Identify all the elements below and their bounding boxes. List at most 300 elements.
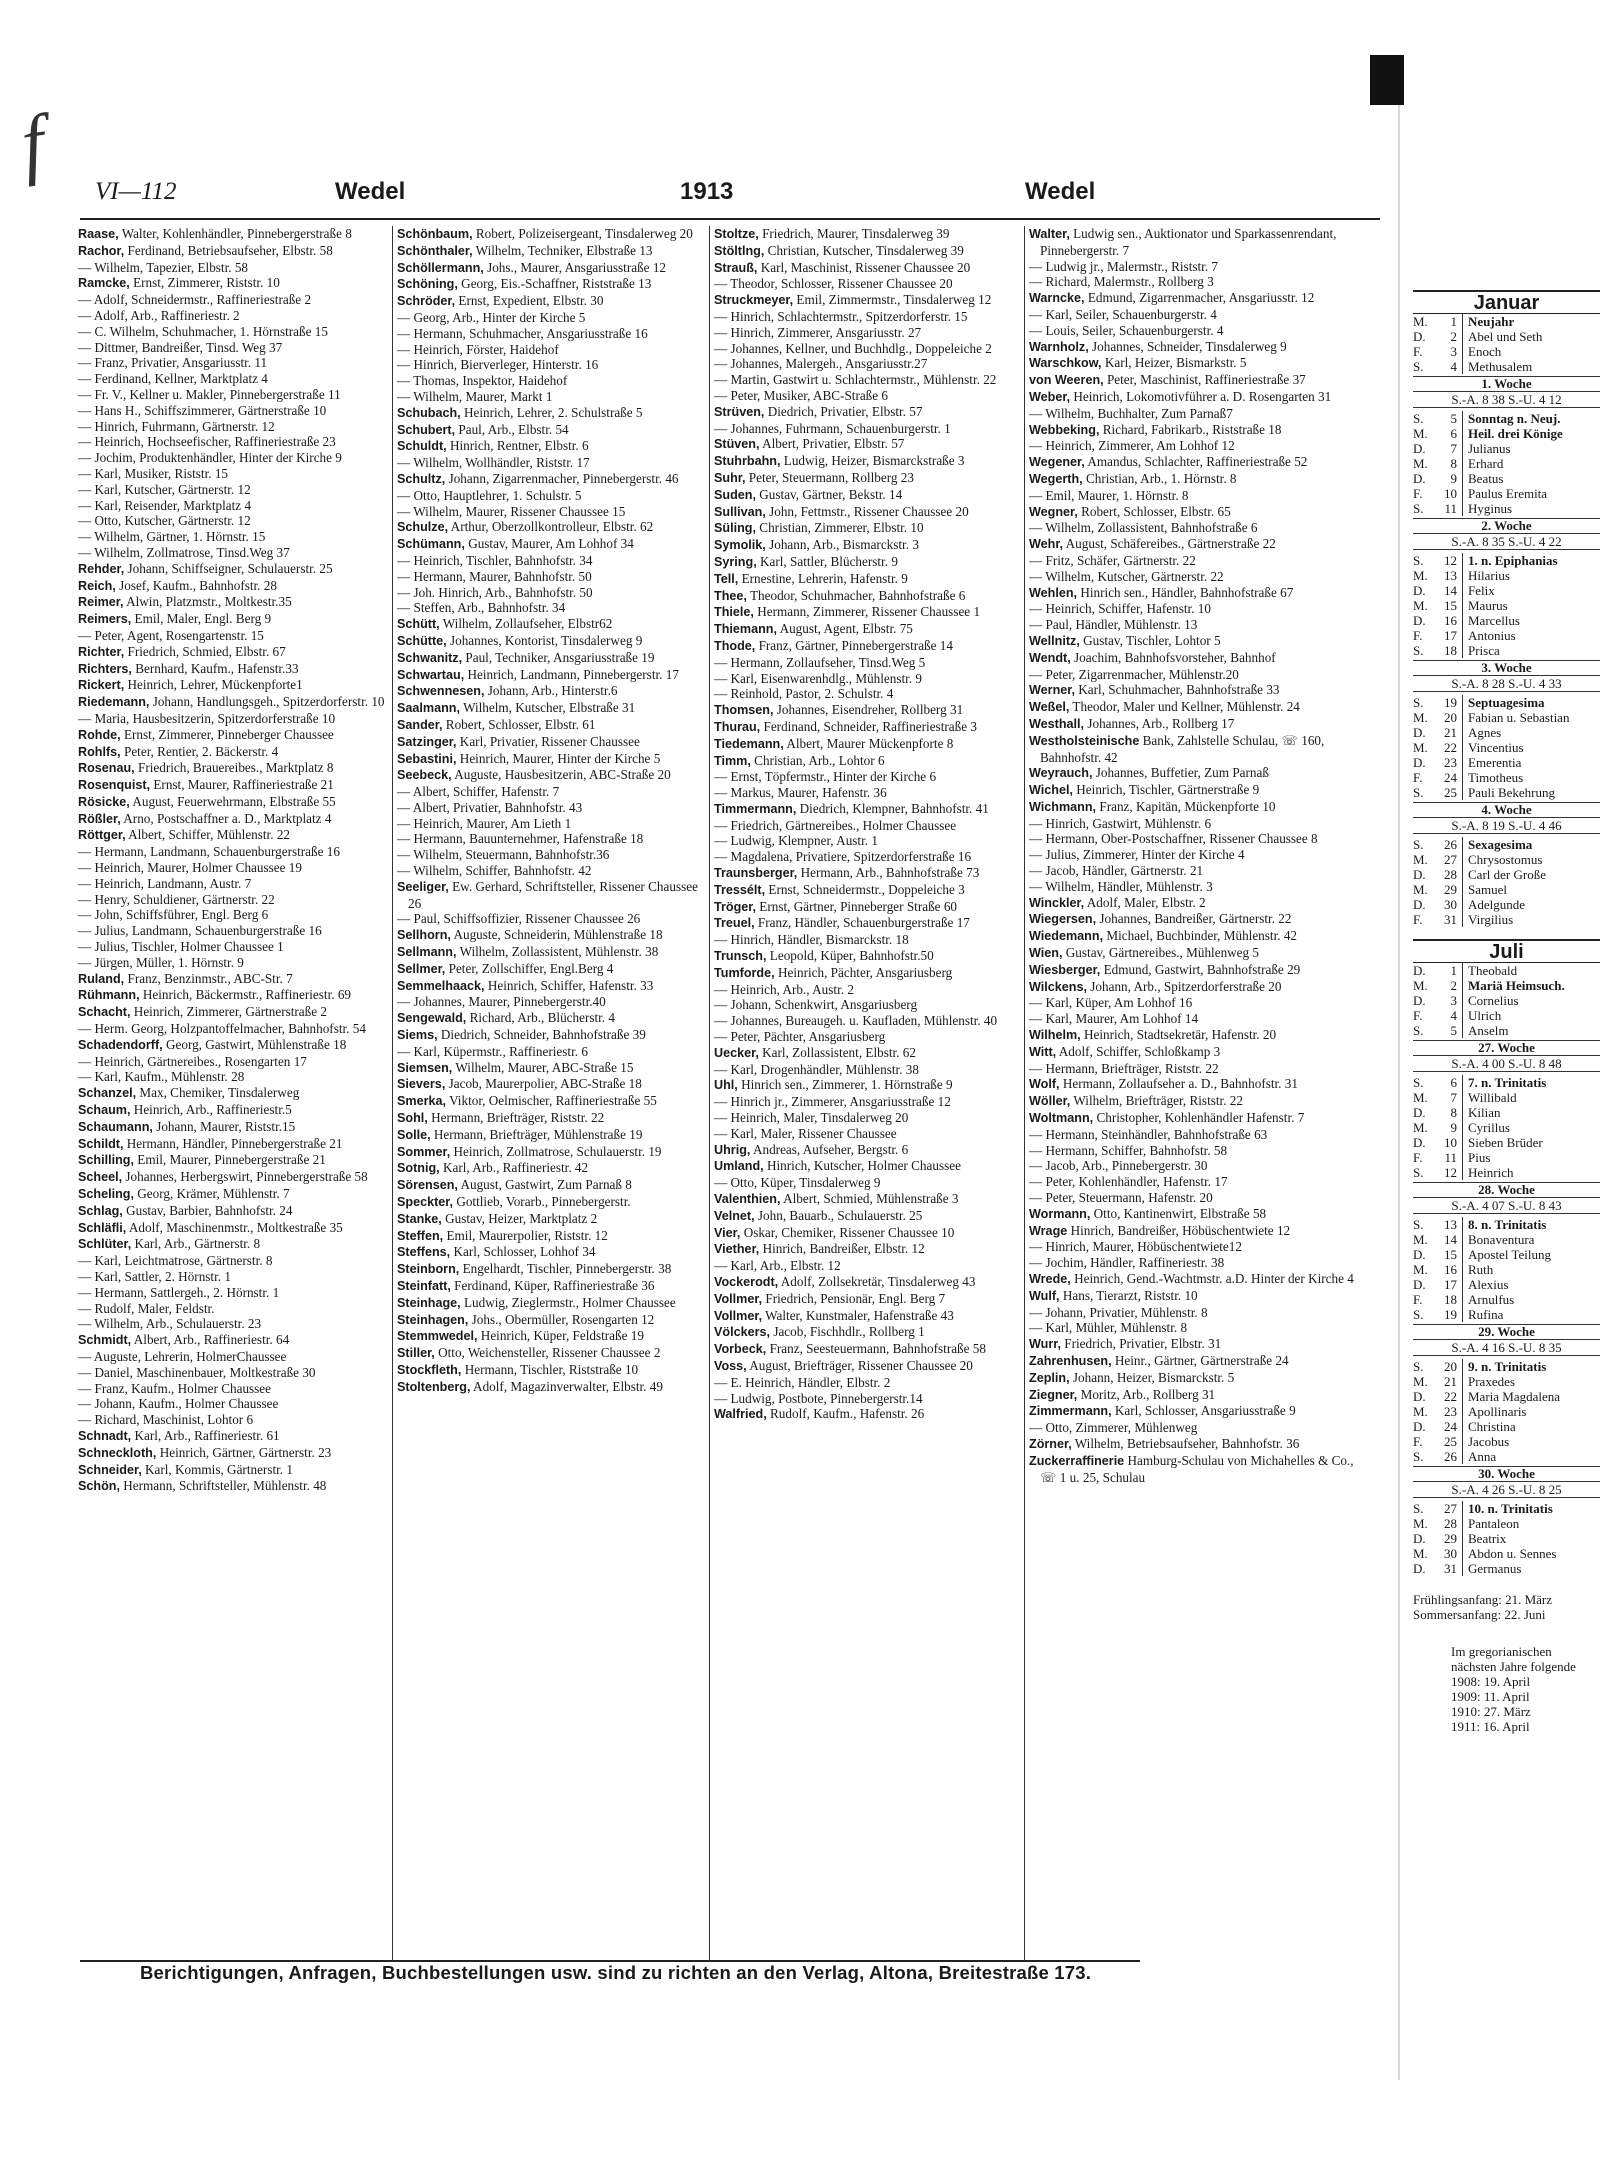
directory-entry — [397, 1261, 707, 1278]
entry-surname: Rösicke, — [78, 794, 130, 809]
calendar-day-row — [1413, 1449, 1600, 1464]
entry-surname: Stöltlng, — [714, 243, 765, 258]
entry-details: — Karl, Sattler, 2. Hörnstr. 1 — [78, 1269, 231, 1284]
calendar-saint-name: Heinrich — [1468, 1165, 1514, 1180]
directory-entry — [1029, 1271, 1369, 1288]
entry-details: Paul, Arb., Elbstr. 54 — [458, 421, 569, 437]
entry-details: — Otto, Zimmerer, Mühlenweg — [1029, 1420, 1198, 1436]
directory-entry — [397, 226, 707, 243]
entry-surname: Sengewald, — [397, 1011, 467, 1026]
entry-details: — Wilhelm, Buchhalter, Zum Parnaß7 — [1029, 405, 1233, 421]
entry-surname: Richters, — [78, 661, 132, 676]
entry-surname: Wehlen, — [1029, 585, 1078, 600]
directory-entry — [1029, 895, 1369, 912]
calendar-weekday: F. — [1413, 486, 1423, 501]
directory-entry — [78, 644, 388, 661]
entry-details: — Wilhelm, Zollmatrose, Tinsd.Weg 37 — [78, 544, 290, 560]
entry-details: Wilhelm, Zollaufseher, Elbstr62 — [442, 616, 613, 632]
calendar-weekday: D. — [1413, 1105, 1426, 1120]
entry-details: Johannes, Buffetier, Zum Parnaß — [1095, 765, 1269, 781]
entry-details: — Heinrich, Maler, Tinsdalerweg 20 — [714, 1110, 909, 1126]
directory-entry — [397, 767, 707, 784]
calendar-day-row — [1413, 1247, 1600, 1262]
entry-surname: Schütte, — [397, 633, 447, 648]
season-note: Frühlingsanfang: 21. März — [1413, 1592, 1553, 1607]
entry-surname: Solle, — [397, 1127, 431, 1142]
entry-surname: Wellnitz, — [1029, 633, 1080, 648]
directory-entry — [714, 932, 1024, 948]
directory-entry — [1029, 1076, 1369, 1093]
entry-surname: Schümann, — [397, 537, 465, 552]
entry-details: — Julius, Landmann, Schauenburgerstraße 16 — [78, 923, 322, 939]
directory-entry — [1029, 1223, 1369, 1240]
entry-details: Robert, Polizeisergeant, Tinsdalerweg 20 — [475, 226, 693, 241]
calendar-day-row — [1413, 837, 1600, 852]
entry-surname: von Weeren, — [1029, 373, 1104, 388]
entry-details: — Julius, Tischler, Holmer Chaussee 1 — [78, 939, 284, 955]
directory-entry — [1029, 569, 1369, 585]
entry-surname: Steffens, — [397, 1245, 451, 1260]
entry-surname: Struckmeyer, — [714, 293, 794, 308]
entry-details: Adolf, Maschinenmstr., Moltkestraße 35 — [128, 1219, 343, 1235]
directory-entry — [1029, 520, 1369, 536]
directory-entry — [78, 827, 388, 844]
calendar-sun-times: S.-A. 4 16 S.-U. 8 35 — [1413, 1340, 1600, 1356]
directory-entry — [397, 751, 707, 768]
calendar-weekday: M. — [1413, 1232, 1428, 1247]
entry-surname: Schubach, — [397, 405, 461, 420]
entry-surname: Schöllermann, — [397, 260, 484, 275]
entry-details: Gustav, Barbier, Bahnhofstr. 24 — [126, 1202, 293, 1218]
entry-surname: Schuldt, — [397, 439, 447, 454]
entry-surname: Wichmann, — [1029, 799, 1097, 814]
calendar-saint-name: Agnes — [1468, 725, 1502, 740]
entry-surname: Richter, — [78, 644, 125, 659]
calendar-month-title: Juli — [1413, 939, 1600, 963]
entry-details: Wilhelm, Maurer, ABC-Straße 15 — [455, 1059, 634, 1075]
calendar-weekday: S. — [1413, 695, 1424, 710]
directory-entry — [1029, 1061, 1369, 1077]
entry-details: — Hinrich, Händler, Bismarckstr. 18 — [714, 932, 909, 948]
calendar-date: 3 — [1439, 344, 1463, 359]
entry-details: Albert, Schmied, Mühlenstraße 3 — [783, 1191, 959, 1207]
calendar-day-row — [1413, 1165, 1600, 1180]
calendar-weekday: D. — [1413, 441, 1426, 456]
directory-entry — [1029, 274, 1369, 290]
directory-entry — [78, 860, 388, 876]
directory-entry — [714, 372, 1024, 388]
entry-details: — Karl, Küper, Am Lohhof 16 — [1029, 995, 1193, 1011]
directory-entry — [714, 997, 1024, 1013]
calendar-date: 18 — [1439, 643, 1463, 658]
directory-entry — [78, 308, 388, 324]
entry-details: Friedrich, Schmied, Elbstr. 67 — [127, 643, 286, 659]
entry-surname: Tröger, — [714, 899, 756, 914]
directory-entry — [78, 744, 388, 761]
entry-surname: Ziegner, — [1029, 1387, 1078, 1402]
entry-details: Ew. Gerhard, Schriftsteller, Rissener Chaussee 26 — [408, 878, 698, 911]
calendar-date: 26 — [1439, 1449, 1463, 1464]
entry-details: — Heinrich, Zimmerer, Am Lohhof 12 — [1029, 438, 1235, 454]
calendar-day-row — [1413, 1531, 1600, 1546]
entry-details: — Otto, Küper, Tinsdalerweg 9 — [714, 1175, 881, 1191]
directory-entry — [78, 292, 388, 308]
directory-entry — [397, 863, 707, 879]
calendar-day-row — [1413, 1075, 1600, 1090]
entry-details: — Martin, Gastwirt u. Schlachtermstr., Mühlenstr. 22 — [714, 372, 997, 388]
entry-details: — Adolf, Schneidermstr., Raffineriestraße 2 — [78, 292, 312, 308]
directory-entry — [397, 1295, 707, 1312]
directory-entry — [1029, 863, 1369, 879]
directory-entry — [714, 504, 1024, 521]
entry-details: — Wilhelm, Wollhändler, Riststr. 17 — [397, 455, 590, 471]
directory-entry — [714, 686, 1024, 702]
directory-entry — [78, 1037, 388, 1054]
calendar-day-row — [1413, 852, 1600, 867]
entry-surname: Steinfatt, — [397, 1279, 451, 1293]
calendar-weekday: M. — [1413, 314, 1428, 329]
calendar-weekday: S. — [1413, 785, 1424, 800]
directory-entry — [714, 341, 1024, 357]
calendar-saint-name: Anna — [1468, 1449, 1497, 1464]
entry-details: Georg, Eis.-Schaffner, Riststraße 13 — [461, 276, 652, 292]
directory-entry — [397, 1228, 707, 1245]
entry-surname: Walfried, — [714, 1407, 767, 1422]
directory-entry — [78, 1069, 388, 1085]
calendar-date: 24 — [1439, 770, 1463, 785]
directory-entry — [78, 578, 388, 595]
entry-details: August, Agent, Elbstr. 75 — [779, 621, 913, 637]
calendar-weekday: D. — [1413, 725, 1426, 740]
directory-entry — [714, 1110, 1024, 1126]
entry-surname: Schöning, — [397, 277, 458, 292]
calendar-date: 6 — [1439, 426, 1463, 441]
directory-entry — [78, 1396, 388, 1412]
directory-entry — [78, 1102, 388, 1119]
entry-details: Wilhelm, Betriebsaufseher, Bahnhofstr. 36 — [1074, 1435, 1300, 1451]
directory-entry — [1029, 782, 1369, 799]
entry-surname: Raase, — [78, 227, 119, 241]
directory-entry — [397, 784, 707, 800]
entry-details: Christian, Kutscher, Tinsdalerweg 39 — [767, 242, 964, 258]
entry-details: Adolf, Zollsekretär, Tinsdalerweg 43 — [780, 1274, 976, 1289]
calendar-weekday: M. — [1413, 852, 1428, 867]
entry-details: — Hermann, Briefträger, Riststr. 22 — [1029, 1060, 1219, 1076]
calendar-saint-name: Germanus — [1468, 1561, 1522, 1576]
entry-details: Ferdinand, Betriebsaufseher, Elbstr. 58 — [127, 242, 333, 258]
calendar-sun-times: S.-A. 8 19 S.-U. 4 46 — [1413, 818, 1600, 834]
entry-surname: Schwanitz, — [397, 650, 463, 665]
entry-surname: Schulze, — [397, 520, 449, 535]
entry-details: — Jochim, Händler, Raffineriestr. 38 — [1029, 1255, 1225, 1271]
directory-entry — [1029, 928, 1369, 945]
entry-surname: Reich, — [78, 578, 116, 593]
calendar-day-row — [1413, 486, 1600, 501]
entry-details: — Jacob, Arb., Pinnebergerstr. 30 — [1029, 1158, 1208, 1174]
directory-entry — [78, 677, 388, 694]
entry-details: — Rudolf, Maler, Feldstr. — [78, 1300, 215, 1316]
entry-details: Emil, Maler, Engl. Berg 9 — [134, 611, 272, 627]
calendar-saint-name: Beatus — [1468, 471, 1504, 486]
entry-surname: Saalmann, — [397, 701, 460, 716]
entry-surname: Uecker, — [714, 1045, 759, 1060]
entry-details: Karl, Schlosser, Ansgariusstraße 9 — [1114, 1403, 1296, 1419]
entry-details: — Daniel, Maschinenbauer, Moltkestraße 30 — [78, 1364, 316, 1380]
entry-details: — Jacob, Händler, Gärtnerstr. 21 — [1029, 863, 1204, 879]
directory-entry — [1029, 1320, 1369, 1336]
calendar-weekday: S. — [1413, 1075, 1424, 1090]
calendar-weekday: D. — [1413, 329, 1426, 344]
entry-details: Otto, Kantinenwirt, Elbstraße 58 — [1093, 1205, 1267, 1221]
directory-entry — [78, 1445, 388, 1462]
directory-entry — [714, 982, 1024, 998]
calendar-sun-times: S.-A. 4 07 S.-U. 8 43 — [1413, 1198, 1600, 1214]
directory-entry — [78, 694, 388, 711]
entry-surname: Schröder, — [397, 294, 456, 309]
calendar-date: 12 — [1439, 1165, 1463, 1180]
entry-details: Karl, Arb., Raffineriestr. 61 — [134, 1427, 280, 1443]
calendar-weekday: M. — [1413, 1546, 1428, 1561]
directory-entry — [397, 342, 707, 358]
directory-entry — [714, 1126, 1024, 1142]
calendar-saint-name: Maria Magdalena — [1468, 1389, 1561, 1404]
entry-details: — Dittmer, Bandreißer, Tinsd. Weg 37 — [78, 339, 283, 355]
calendar-day-row — [1413, 1090, 1600, 1105]
entry-details: Hinrich, Bandreißer, Höbüschentwiete 12 — [1070, 1222, 1291, 1238]
calendar-saint-name: Cornelius — [1468, 993, 1519, 1008]
directory-entry — [1029, 847, 1369, 863]
entry-surname: Sander, — [397, 717, 443, 732]
entry-details: Diedrich, Klempner, Bahnhofstr. 41 — [799, 800, 989, 816]
directory-entry — [714, 1013, 1024, 1029]
entry-surname: Weßel, — [1029, 700, 1070, 715]
directory-entry — [714, 1062, 1024, 1078]
entry-surname: Velnet, — [714, 1208, 755, 1223]
calendar-weekday: S. — [1413, 359, 1424, 374]
directory-entry — [78, 260, 388, 276]
entry-details: Ernst, Gärtner, Pinneberger Straße 60 — [759, 898, 958, 914]
directory-entry — [714, 309, 1024, 325]
calendar-weekday: F. — [1413, 1150, 1423, 1165]
entry-surname: Sotnig, — [397, 1161, 440, 1176]
directory-entry — [397, 422, 707, 439]
calendar-day-row — [1413, 1150, 1600, 1165]
entry-details: Josef, Kaufm., Bahnhofstr. 28 — [119, 577, 277, 593]
entry-details: — Hinrich, Fuhrmann, Gärtnerstr. 12 — [78, 418, 275, 434]
entry-details: Richard, Arb., Blücherstr. 4 — [469, 1010, 615, 1026]
calendar-weekday: S. — [1413, 1359, 1424, 1374]
entry-surname: Schütt, — [397, 617, 440, 632]
directory-entry — [1029, 699, 1369, 716]
directory-entry — [397, 1093, 707, 1110]
calendar-saint-name: Bonaventura — [1468, 1232, 1535, 1247]
calendar-week-label: 29. Woche — [1413, 1324, 1600, 1340]
calendar-date: 21 — [1439, 725, 1463, 740]
directory-entry — [397, 310, 707, 326]
entry-surname: Wormann, — [1029, 1206, 1091, 1221]
calendar-day-row — [1413, 882, 1600, 897]
directory-entry — [78, 226, 388, 243]
directory-entry — [78, 794, 388, 811]
directory-entry — [1029, 650, 1369, 667]
entry-surname: Voss, — [714, 1358, 747, 1373]
entry-surname: Zahrenhusen, — [1029, 1353, 1112, 1368]
entry-details: Ernst, Maurer, Raffineriestraße 21 — [153, 777, 334, 793]
calendar-weekday: D. — [1413, 1135, 1426, 1150]
entry-details: — Hinrich, Bierverleger, Hinterstr. 16 — [397, 357, 599, 373]
entry-surname: Vollmer, — [714, 1308, 763, 1323]
calendar-weekday: S. — [1413, 411, 1424, 426]
entry-details: — Joh. Hinrich, Arb., Bahnhofstr. 50 — [397, 584, 593, 600]
directory-entry — [78, 403, 388, 419]
entry-details: — Johannes, Bureaugeh. u. Kaufladen, Mühlenstr. 40 — [714, 1013, 998, 1029]
calendar-date: 23 — [1439, 1404, 1463, 1419]
entry-details: — Maria, Hausbesitzerin, Spitzerdorferstraße 10 — [78, 710, 336, 726]
entry-details: Karl, Kommis, Gärtnerstr. 1 — [145, 1461, 293, 1477]
directory-entry — [397, 1010, 707, 1027]
entry-details: — Wilhelm, Maurer, Rissener Chaussee 15 — [397, 503, 626, 519]
entry-details: — Ferdinand, Kellner, Marktplatz 4 — [78, 371, 268, 387]
directory-entry — [397, 1044, 707, 1060]
entry-details: Johannes, Arb., Rollberg 17 — [1087, 715, 1235, 731]
entry-details: Hermann, Briefträger, Mühlenstraße 19 — [433, 1126, 643, 1142]
directory-entry — [397, 1060, 707, 1077]
entry-surname: Wehr, — [1029, 537, 1064, 552]
directory-entry — [397, 455, 707, 471]
entry-details: Franz, Händler, Schauenburgerstraße 17 — [757, 915, 970, 931]
calendar-date: 1 — [1439, 963, 1463, 978]
calendar-saint-name: Apollinaris — [1468, 1404, 1527, 1419]
calendar-date: 28 — [1439, 1516, 1463, 1531]
entry-details: Johs., Maurer, Ansgariusstraße 12 — [487, 259, 667, 275]
entry-details: Auguste, Schneiderin, Mühlenstraße 18 — [453, 927, 663, 943]
calendar-week-label: 27. Woche — [1413, 1040, 1600, 1056]
entry-details: Gustav, Tischler, Lohtor 5 — [1083, 632, 1221, 648]
entry-surname: Schönbaum, — [397, 227, 473, 241]
entry-details: — Peter, Zigarrenmacher, Mühlenstr.20 — [1029, 666, 1239, 682]
entry-surname: Ruland, — [78, 971, 125, 986]
entry-surname: Thee, — [714, 588, 747, 603]
calendar-weekday: M. — [1413, 882, 1428, 897]
entry-surname: Wilhelm, — [1029, 1028, 1081, 1043]
directory-entry — [397, 1244, 707, 1261]
entry-surname: Tiedemann, — [714, 736, 784, 751]
entry-surname: Zörner, — [1029, 1436, 1072, 1451]
directory-entry — [397, 1144, 707, 1161]
directory-entry — [1029, 1174, 1369, 1190]
directory-entry — [714, 1225, 1024, 1242]
calendar-date: 19 — [1439, 695, 1463, 710]
entry-surname: Wiegersen, — [1029, 912, 1097, 927]
directory-entry — [714, 621, 1024, 638]
calendar-day-row — [1413, 314, 1600, 329]
directory-entry — [397, 405, 707, 422]
directory-entry — [714, 554, 1024, 571]
directory-entry — [397, 879, 707, 912]
directory-entry — [78, 777, 388, 794]
entry-details: Johann, Maurer, Riststr.15 — [156, 1118, 296, 1134]
calendar-weekday: F. — [1413, 1292, 1423, 1307]
calendar-date: 31 — [1439, 912, 1463, 927]
entry-surname: Wiedemann, — [1029, 929, 1104, 944]
directory-entry — [397, 1328, 707, 1345]
calendar-saint-name: Pantaleon — [1468, 1516, 1520, 1531]
entry-details: Franz, Seesteuermann, Bahnhofstraße 58 — [769, 1341, 986, 1357]
entry-surname: Stoltze, — [714, 227, 759, 241]
calendar-date: 5 — [1439, 1023, 1463, 1038]
entry-details: — Heinrich, Gärtnereibes., Rosengarten 17 — [78, 1053, 307, 1069]
calendar-saint-name: 8. n. Trinitatis — [1468, 1217, 1547, 1232]
entry-details: Hinrich sen., Händler, Bahnhofstraße 67 — [1080, 584, 1294, 600]
entry-surname: Thomsen, — [714, 703, 774, 718]
entry-details: Emil, Maurer, Pinnebergerstraße 21 — [137, 1152, 326, 1168]
calendar-day-row — [1413, 1105, 1600, 1120]
entry-details: Emil, Maurerpolier, Riststr. 12 — [446, 1227, 608, 1243]
entry-surname: Schnadt, — [78, 1428, 132, 1443]
calendar-saint-name: Hilarius — [1468, 568, 1510, 583]
entry-surname: Tressélt, — [714, 882, 766, 897]
directory-entry — [1029, 290, 1369, 307]
calendar-date: 16 — [1439, 1262, 1463, 1277]
entry-details: — Hermann, Steinhändler, Bahnhofstraße 63 — [1029, 1126, 1268, 1142]
calendar-date: 21 — [1439, 1374, 1463, 1389]
calendar-saint-name: Praxedes — [1468, 1374, 1515, 1389]
entry-surname: Speckter, — [397, 1195, 454, 1210]
calendar-saint-name: Enoch — [1468, 344, 1502, 359]
entry-details: — Louis, Seiler, Schauenburgerstr. 4 — [1029, 322, 1224, 338]
directory-entry — [78, 1236, 388, 1253]
directory-entry — [714, 785, 1024, 801]
directory-entry — [78, 513, 388, 529]
directory-entry — [1029, 1420, 1369, 1436]
calendar-sidebar — [1413, 290, 1600, 1734]
entry-details: — Karl, Kutscher, Gärtnerstr. 12 — [78, 481, 251, 497]
calendar-day-row — [1413, 501, 1600, 516]
calendar-date: 20 — [1439, 710, 1463, 725]
entry-details: — Adolf, Arb., Raffineriestr. 2 — [78, 307, 240, 323]
calendar-day-row — [1413, 1307, 1600, 1322]
entry-details: — Fritz, Schäfer, Gärtnerstr. 22 — [1029, 552, 1196, 568]
calendar-saint-name: Abdon u. Sennes — [1468, 1546, 1557, 1561]
entry-surname: Wegener, — [1029, 455, 1085, 470]
directory-entry — [397, 1211, 707, 1228]
entry-details: Friedrich, Pensionär, Engl. Berg 7 — [765, 1290, 946, 1306]
calendar-date: 8 — [1439, 456, 1463, 471]
directory-entry — [714, 833, 1024, 849]
entry-surname: Reimers, — [78, 612, 132, 627]
entry-details: Wilhelm, Briefträger, Riststr. 22 — [1073, 1093, 1243, 1109]
entry-surname: Schaum, — [78, 1103, 131, 1118]
entry-surname: Viether, — [714, 1242, 760, 1257]
directory-entry — [1029, 422, 1369, 439]
entry-details: — Reinhold, Pastor, 2. Schulstr. 4 — [714, 686, 894, 702]
entry-surname: Steffen, — [397, 1228, 444, 1243]
entry-details: — Johann, Privatier, Mühlenstr. 8 — [1029, 1304, 1208, 1320]
directory-entry — [78, 611, 388, 628]
directory-entry — [78, 628, 388, 644]
directory-entry — [397, 1194, 707, 1211]
entry-details: Wilhelm, Kutscher, Elbstraße 31 — [463, 700, 636, 716]
entry-details: — E. Heinrich, Händler, Elbstr. 2 — [714, 1374, 891, 1390]
entry-surname: Thurau, — [714, 719, 761, 734]
calendar-weekday: S. — [1413, 1023, 1424, 1038]
directory-entry — [714, 769, 1024, 785]
calendar-date: 17 — [1439, 1277, 1463, 1292]
directory-entry — [714, 1142, 1024, 1159]
directory-entry — [714, 882, 1024, 899]
entry-surname: Thode, — [714, 638, 756, 653]
entry-details: — Heinrich, Maurer, Holmer Chaussee 19 — [78, 860, 302, 876]
